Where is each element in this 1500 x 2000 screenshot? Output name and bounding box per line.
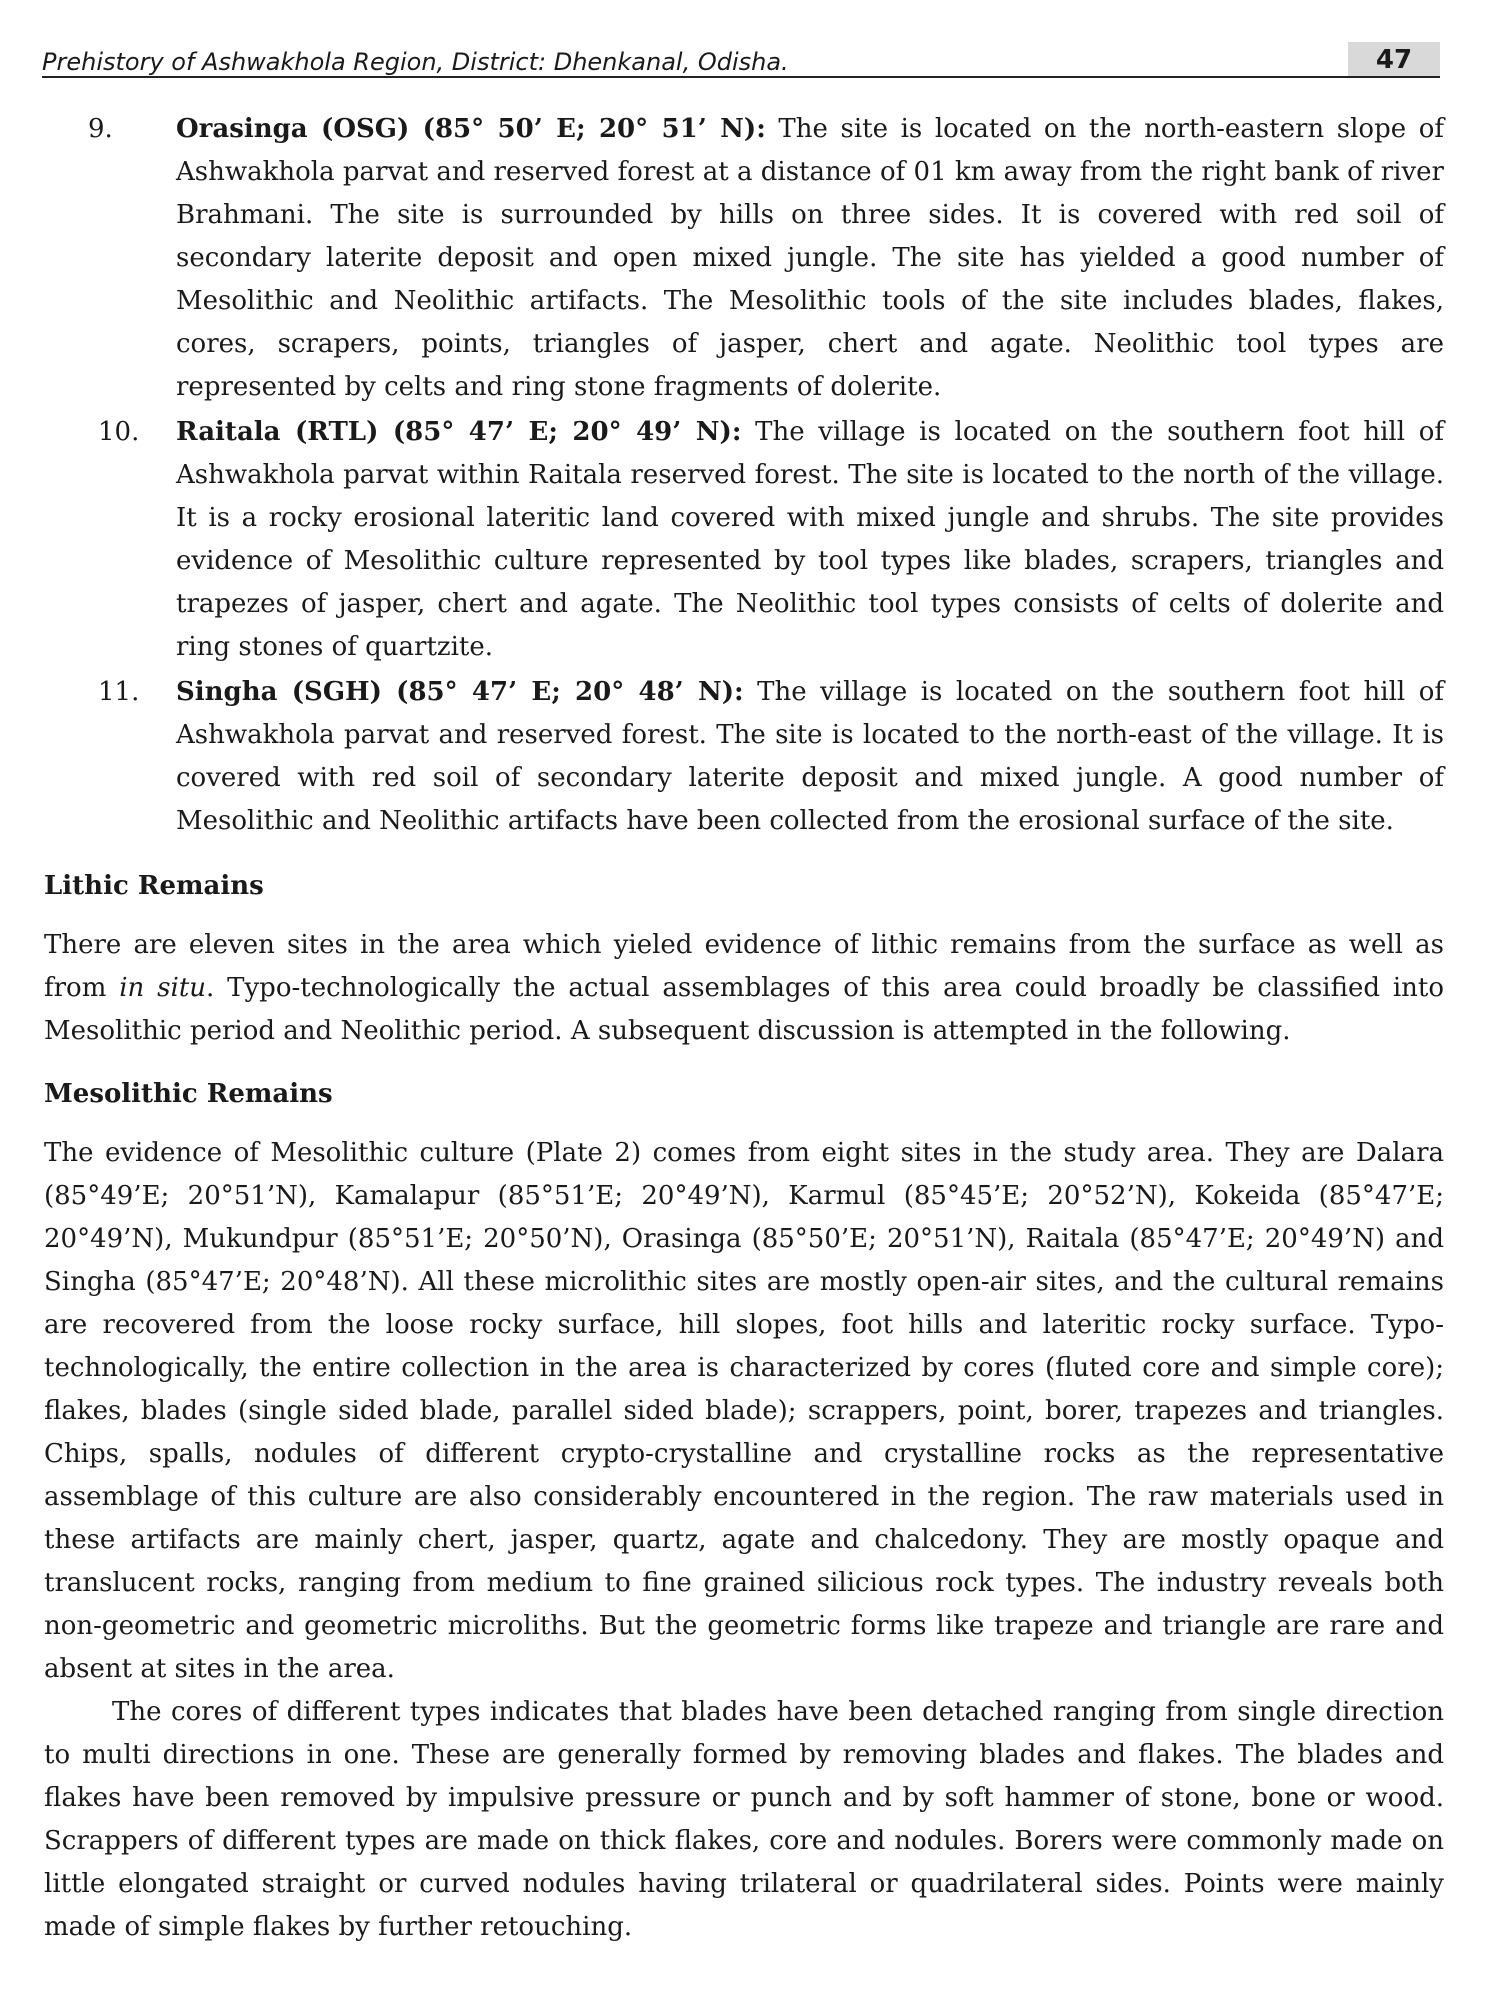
- paragraph-mesolithic-2: The cores of different types indicates that blades have been detached ranging from single direction to multi directions in one. These are generally formed by removing blades and flakes. The blades and flakes have been removed by impulsive pressure or punch and by soft hammer of stone, bone or wood. Scrappers of different types are made on thick flakes, core and nodules. Borers were commonly made on little elongated straight or curved nodules having trilateral or quadrilateral sides. Points were mainly made of simple flakes by further retouching.: [44, 1697, 1444, 1942]
- entry-number: 11.: [98, 677, 140, 707]
- running-header: [42, 42, 1440, 76]
- page-body: [44, 108, 1444, 1949]
- running-title: Prehistory of Ashwakhola Region, District: Dhenkanal, Odisha.: [42, 48, 789, 76]
- entry-heading: Orasinga (OSG) (85° 50’ E; 20° 51’ N):: [176, 114, 766, 144]
- entry-text: The village is located on the southern foot hill of Ashwakhola parvat and reserved forest. The site is located to the north-east of the village. It is covered with red soil of secondary laterite deposit and mixed jungle. A good number of Mesolithic and Neolithic artifacts have been collected from the erosional surface of the site.: [176, 677, 1444, 836]
- header-rule: [42, 76, 1440, 78]
- heading-mesolithic-remains: Mesolithic Remains: [44, 1079, 333, 1109]
- paragraph-mesolithic-1: The evidence of Mesolithic culture (Plate 2) comes from eight sites in the study area. They are Dalara (85°49’E; 20°51’N), Kamalapur (85°51’E; 20°49’N), Karmul (85°45’E; 20°52’N), Kokeida (85°47’E; 20°49’N), Mukundpur (85°51’E; 20°50’N), Orasinga (85°50’E; 20°51’N), Raitala (85°47’E; 20°49’N) and Singha (85°47’E; 20°48’N). All these microlithic sites are mostly open-air sites, and the cultural remains are recovered from the loose rocky surface, hill slopes, foot hills and lateritic rocky surface. Typo-technologically, the entire collection in the area is characterized by cores (fluted core and simple core); flakes, blades (single sided blade, parallel sided blade); scrappers, point, borer, trapezes and triangles. Chips, spalls, nodules of different crypto-crystalline and crystalline rocks as the representative assemblage of this culture are also considerably encountered in the region. The raw materials used in these artifacts are mainly chert, jasper, quartz, agate and chalcedony. They are mostly opaque and translucent rocks, ranging from medium to fine grained silicious rock types. The industry reveals both non-geometric and geometric microliths. But the geometric forms like trapeze and triangle are rare and absent at sites in the area.: [44, 1138, 1444, 1684]
- lithic-italic-term: in situ: [119, 973, 207, 1003]
- page-number: 47: [1348, 42, 1440, 78]
- heading-lithic-remains: Lithic Remains: [44, 871, 264, 901]
- entry-heading: Singha (SGH) (85° 47’ E; 20° 48’ N):: [176, 677, 744, 707]
- site-entry-orasinga: [44, 108, 1444, 409]
- lithic-text-after: . Typo-technologically the actual assemblages of this area could broadly be classified into Mesolithic period and Neolithic period. A subsequent discussion is attempted in the following.: [44, 973, 1445, 1046]
- site-entry-raitala: [44, 411, 1444, 669]
- entry-heading: Raitala (RTL) (85° 47’ E; 20° 49’ N):: [176, 417, 742, 447]
- paragraph-lithic-remains: [44, 924, 1444, 1053]
- entry-number: 10.: [98, 417, 140, 447]
- entry-number: 9.: [88, 114, 113, 144]
- entry-text: The village is located on the southern foot hill of Ashwakhola parvat within Raitala reserved forest. The site is located to the north of the village. It is a rocky erosional lateritic land covered with mixed jungle and shrubs. The site provides evidence of Mesolithic culture represented by tool types like blades, scrapers, triangles and trapezes of jasper, chert and agate. The Neolithic tool types consists of celts of dolerite and ring stones of quartzite.: [176, 417, 1444, 662]
- lithic-text-before: There are eleven sites in the area which yieled evidence of lithic remains from the surface as well as from: [44, 930, 1444, 1003]
- entry-text: The site is located on the north-eastern slope of Ashwakhola parvat and reserved forest at a distance of 01 km away from the right bank of river Brahmani. The site is surrounded by hills on three sides. It is covered with red soil of secondary laterite deposit and open mixed jungle. The site has yielded a good number of Mesolithic and Neolithic artifacts. The Mesolithic tools of the site includes blades, flakes, cores, scrapers, points, triangles of jasper, chert and agate. Neolithic tool types are represented by celts and ring stone fragments of dolerite.: [176, 114, 1444, 402]
- site-entry-singha: [44, 671, 1444, 843]
